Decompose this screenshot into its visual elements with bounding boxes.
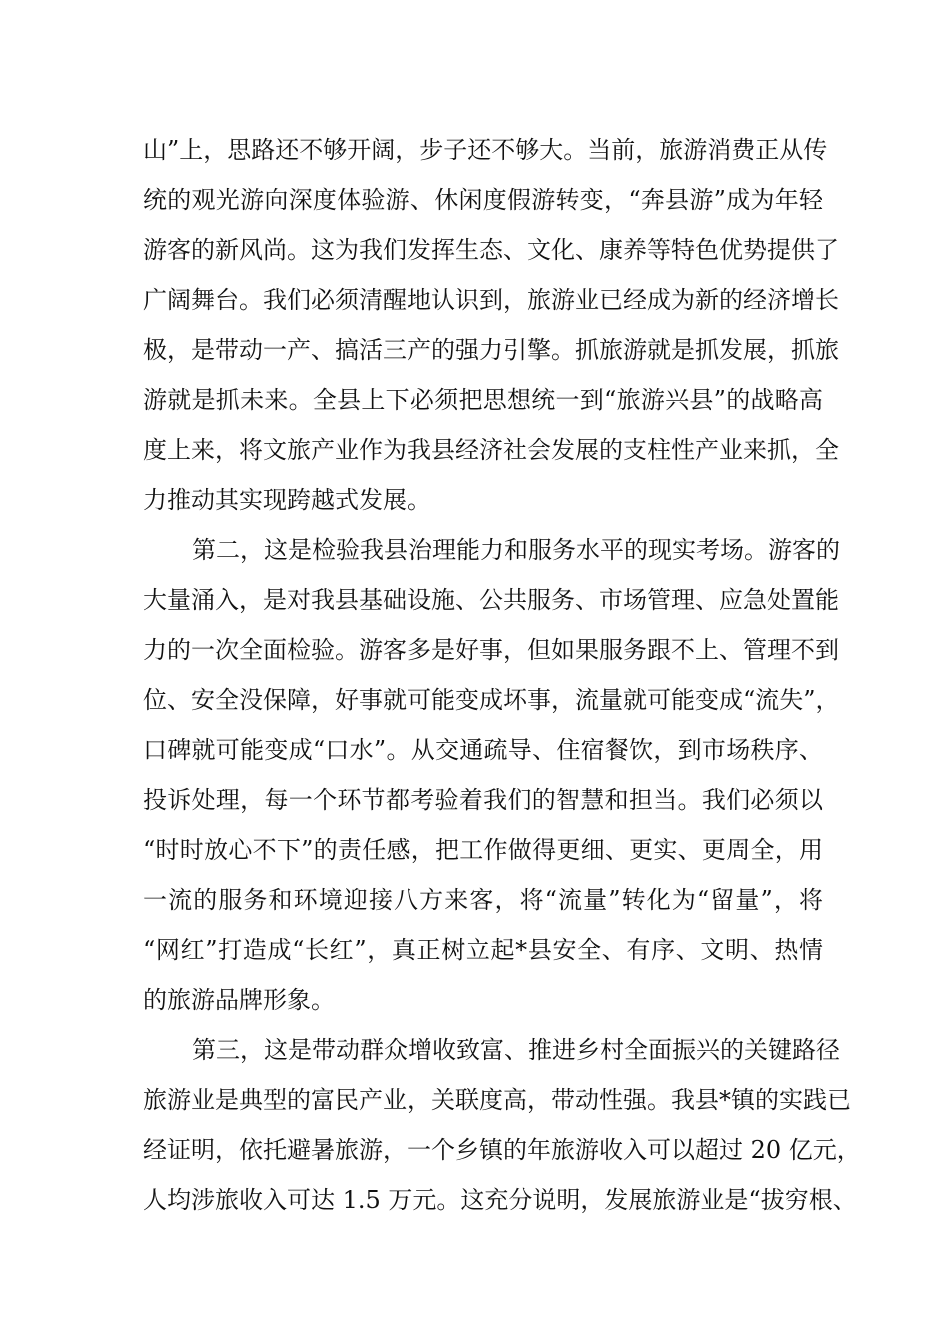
- text-line: 投诉处理，每一个环节都考验着我们的智慧和担当。我们必须以: [143, 786, 823, 814]
- paragraph-first-line: 第二，这是检验我县治理能力和服务水平的现实考场。游客的: [192, 536, 840, 564]
- text-line: 人均涉旅收入可达 1.5 万元。这充分说明，发展旅游业是“拔穷根、: [143, 1186, 857, 1214]
- text-line: 的旅游品牌形象。: [143, 986, 335, 1014]
- text-line: “网红”打造成“长红”，真正树立起*县安全、有序、文明、热情: [143, 936, 823, 964]
- text-line: 游就是抓未来。全县上下必须把思想统一到“旅游兴县”的战略高: [143, 386, 823, 414]
- text-line: 经证明，依托避暑旅游，一个乡镇的年旅游收入可以超过 20 亿元，: [143, 1136, 861, 1164]
- text-line: 游客的新风尚。这为我们发挥生态、文化、康养等特色优势提供了: [143, 236, 839, 264]
- text-line: 一流的服务和环境迎接八方来客，将“流量”转化为“留量”，将: [143, 886, 823, 914]
- text-line: 大量涌入，是对我县基础设施、公共服务、市场管理、应急处置能: [143, 586, 839, 614]
- text-line: 位、安全没保障，好事就可能变成坏事，流量就可能变成“流失”，: [143, 686, 840, 714]
- text-line: 广阔舞台。我们必须清醒地认识到，旅游业已经成为新的经济增长: [143, 286, 839, 314]
- text-line: 旅游业是典型的富民产业，关联度高，带动性强。我县*镇的实践已: [143, 1086, 851, 1114]
- text-line: 度上来，将文旅产业作为我县经济社会发展的支柱性产业来抓，全: [143, 436, 839, 464]
- paragraph-first-line: 第三，这是带动群众增收致富、推进乡村全面振兴的关键路径: [192, 1036, 840, 1064]
- text-line: 统的观光游向深度体验游、休闲度假游转变，“奔县游”成为年轻: [143, 186, 823, 214]
- text-line: 极，是带动一产、搞活三产的强力引擎。抓旅游就是抓发展，抓旅: [143, 336, 839, 364]
- text-line: 山”上，思路还不够开阔，步子还不够大。当前，旅游消费正从传: [143, 136, 828, 164]
- text-line: “时时放心不下”的责任感，把工作做得更细、更实、更周全，用: [143, 836, 823, 864]
- text-line: 力推动其实现跨越式发展。: [143, 486, 431, 514]
- text-line: 口碑就可能变成“口水”。从交通疏导、住宿餐饮，到市场秩序、: [143, 736, 823, 764]
- text-line: 力的一次全面检验。游客多是好事，但如果服务跟不上、管理不到: [143, 636, 839, 664]
